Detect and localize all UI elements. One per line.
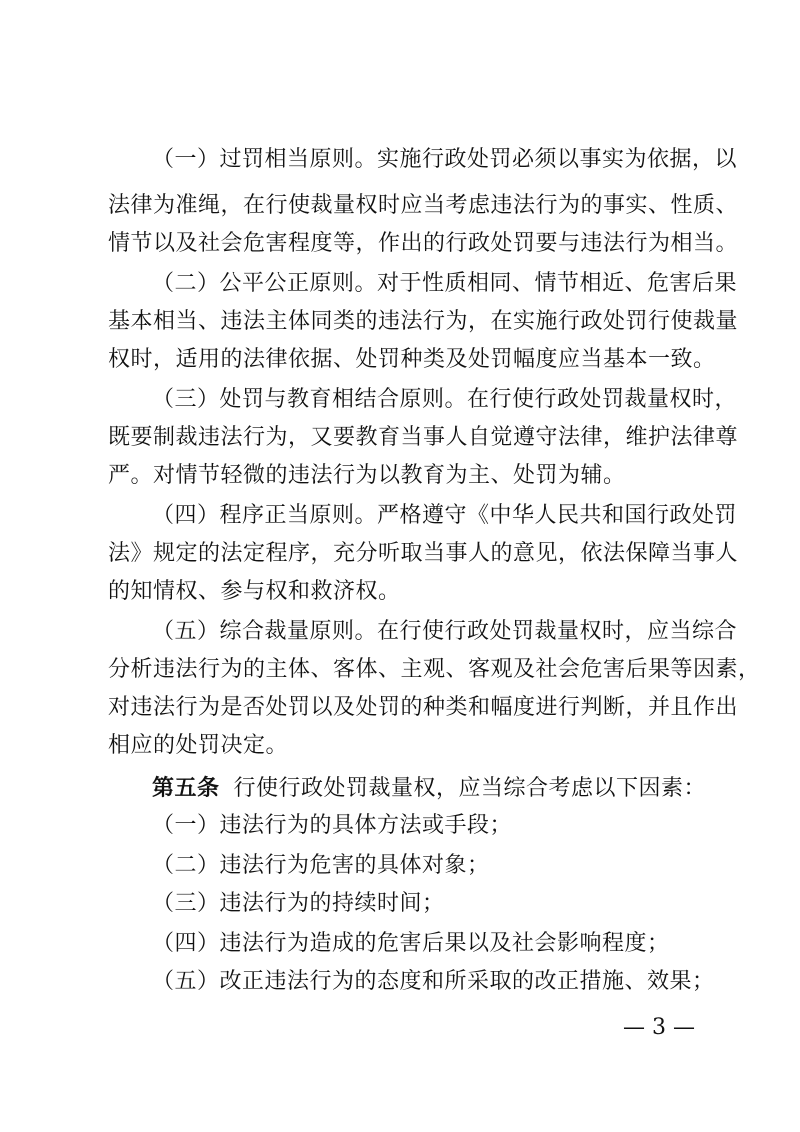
paragraph-line: （一）过罚相当原则。实施行政处罚必须以事实为依据，以 [152,147,738,172]
paragraph-line: 权时，适用的法律依据、处罚种类及处罚幅度应当基本一致。 [108,347,716,372]
paragraph-line: 严。对情节轻微的违法行为以教育为主、处罚为辅。 [108,463,626,488]
factor-item: （一）违法行为的具体方法或手段； [152,813,513,838]
paragraph-line: 基本相当、违法主体同类的违法行为，在实施行政处罚行使裁量 [108,309,739,334]
paragraph-line: 分析违法行为的主体、客体、主观、客观及社会危害后果等因素， [108,657,761,682]
factor-item: （五）改正违法行为的态度和所采取的改正措施、效果； [152,969,715,994]
factor-item: （四）违法行为造成的危害后果以及社会影响程度； [152,931,670,956]
factor-item: （二）违法行为危害的具体对象； [152,853,490,878]
paragraph-line: 法》规定的法定程序，充分听取当事人的意见，依法保障当事人 [108,541,739,566]
article-5-title: 第五条 [152,775,220,801]
page-number: — 3 — [623,1015,695,1040]
paragraph-line: 的知情权、参与权和救济权。 [108,579,401,604]
paragraph-line: （四）程序正当原则。严格遵守《中华人民共和国行政处罚 [152,503,738,528]
article-5-line [152,772,752,805]
paragraph-line: 既要制裁违法行为，又要教育当事人自觉遵守法律，维护法律尊 [108,425,739,450]
paragraph-line: （二）公平公正原则。对于性质相同、情节相近、危害后果 [152,271,738,296]
paragraph-line: （五）综合裁量原则。在行使行政处罚裁量权时，应当综合 [152,619,738,644]
article-5-text: 行使行政处罚裁量权，应当综合考虑以下因素： [233,776,707,801]
paragraph-line: 相应的处罚决定。 [108,733,289,758]
factor-item: （三）违法行为的持续时间； [152,891,445,916]
paragraph-line: （三）处罚与教育相结合原则。在行使行政处罚裁量权时， [152,387,738,412]
paragraph-line: 情节以及社会危害程度等，作出的行政处罚要与违法行为相当。 [108,231,739,256]
paragraph-line: 对违法行为是否处罚以及处罚的种类和幅度进行判断，并且作出 [108,695,739,720]
paragraph-line: 法律为准绳，在行使裁量权时应当考虑违法行为的事实、性质、 [108,193,739,218]
